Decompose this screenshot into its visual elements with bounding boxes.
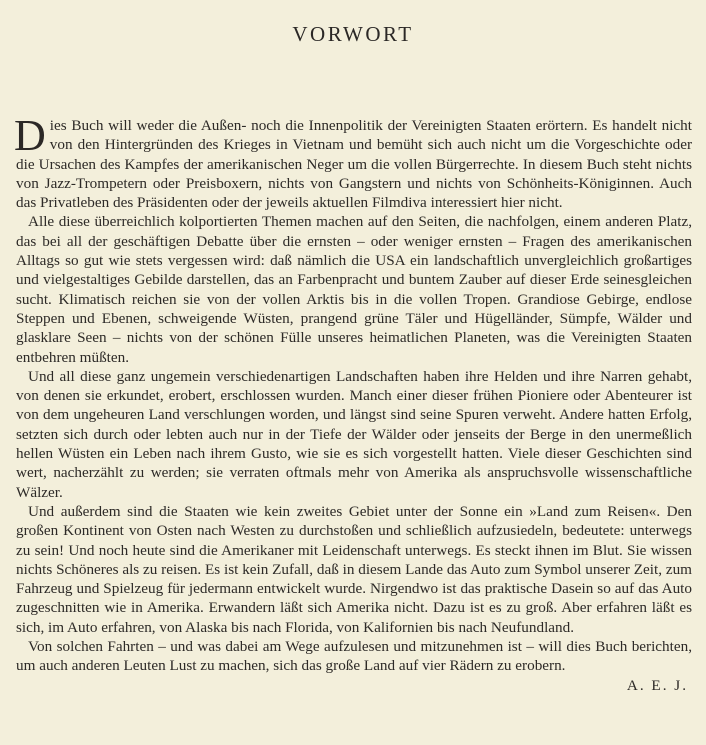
paragraph-5: Von solchen Fahrten – und was dabei am Wege aufzulesen und mitzunehmen ist – will dies Buch berichten, um auch anderen Leuten Lust zu machen, sich das große Land auf vier Rädern zu erobern.: [16, 638, 692, 675]
paragraph-1: [14, 111, 692, 212]
paragraph-1-text: ies Buch will weder die Außen- noch die Innenpolitik der Vereinigten Staaten erörtern. Es handelt nicht von den Hintergründen des Krieges in Vietnam und bemüht sich auch nicht um die Vorgeschichte oder die Ursachen des Kampfes der amerikanischen Neger um die vollen Bürgerrechte. In diesem Buch steht nichts von Jazz-Trompetern oder Preisboxern, nichts von Gangstern und nichts von Schönheits-Königinnen. Auch das Privatleben des Präsidenten oder der jeweils aktuellen Filmdiva interessiert hier nicht.: [16, 117, 692, 212]
foreword-body: [14, 111, 692, 695]
drop-cap: D: [14, 111, 46, 160]
paragraph-3: Und all diese ganz ungemein verschiedenartigen Landschaften haben ihre Helden und ihre Narren gehabt, von denen sie erkundet, erobert, erschlossen wurden. Manch einer dieser frühen Pioniere oder Abenteurer ist von dem ungeheuren Land verschlungen worden, und längst sind seine Spuren verweht. Andere hatten Erfolg, setzten sich durch oder lebten auch nur in der Tiefe der Wälder oder jenseits der Berge in den unermeßlich hellen Wüsten ein Leben nach ihrem Gusto, wie sie es sich vorgestellt hatten. Viele dieser Geschichten sind wert, nacherzählt zu werden; sie verraten oftmals mehr von Amerika als anspruchsvolle wissenschaftliche Wälzer.: [16, 367, 692, 501]
paragraph-4: Und außerdem sind die Staaten wie kein zweites Gebiet unter der Sonne ein »Land zum Reisen«. Den großen Kontinent von Osten nach Westen zu durchstoßen und schließlich aufzusiedeln, bedeutete: unterwegs zu sein! Und noch heute sind die Amerikaner mit Leidenschaft unterwegs. Es steckt ihnen im Blut. Sie wissen nichts Schöneres als zu reisen. Es ist kein Zufall, daß in diesem Lande das Auto zum Symbol unserer Zeit, zum Fahrzeug und Spielzeug für jedermann entwickelt wurde. Nirgendwo ist das praktische Dasein so auf das Auto zugeschnitten wie in Amerika. Erwandern läßt sich Amerika nicht. Dazu ist es zu groß. Aber erfahren läßt es sich, im Auto erfahren, von Alaska bis nach Florida, von Kalifornien bis nach Neufundland.: [16, 502, 692, 636]
page-title: VORWORT: [292, 22, 414, 46]
author-signature: A. E. J.: [626, 676, 688, 694]
paragraph-2: Alle diese überreichlich kolportierten Themen machen auf den Seiten, die nachfolgen, einem anderen Platz, das bei all der geschäftigen Debatte über die ernsten – oder weniger ernsten – Fragen des amerikanischen Alltags so gut wie stets vergessen wird: daß nämlich die USA ein landschaftlich unvergleichlich großartiges und vielgestaltiges Gebilde darstellen, das an Farbenpracht und buntem Zauber auf dieser Erde seinesgleichen sucht. Klimatisch reichen sie von der vollen Arktis bis in die vollen Tropen. Grandiose Gebirge, endlose Steppen und Ebenen, schweigende Wüsten, prangend grüne Täler und Hügelländer, Sümpfe, Wälder und glasklare Seen – nichts von der schönen Fülle unseres heimatlichen Planeten, was die Vereinigten Staaten entbehren müßten.: [16, 213, 692, 366]
